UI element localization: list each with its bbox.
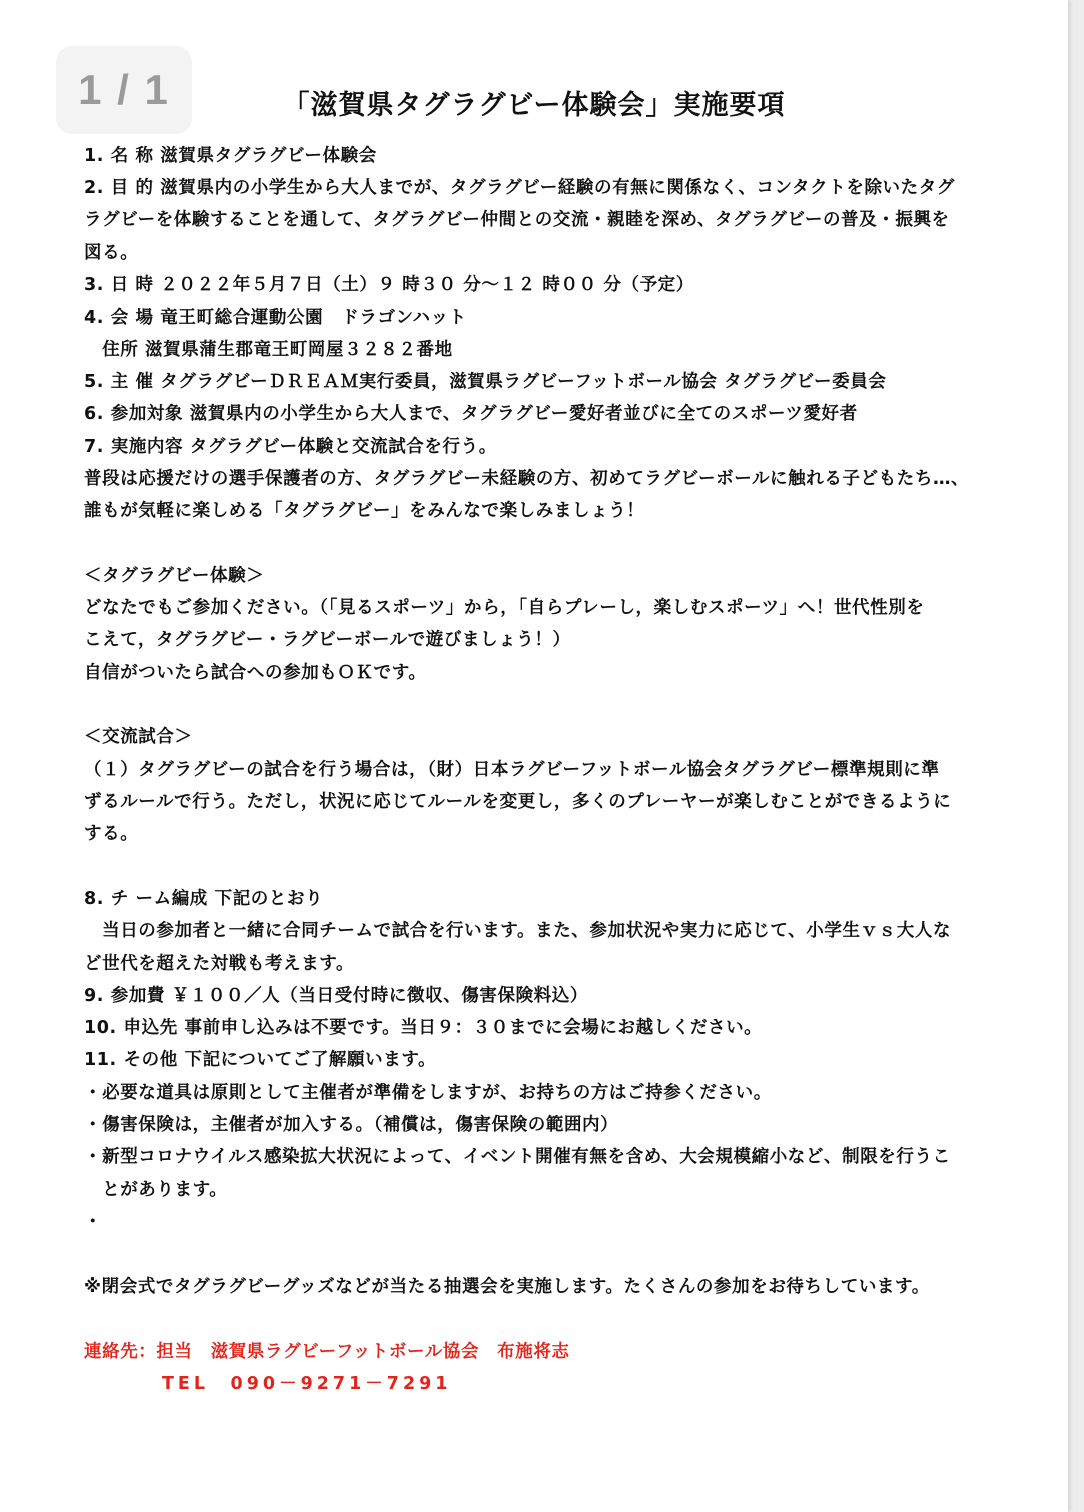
other-bullet-4: ・ [84, 1212, 103, 1232]
item-purpose-line-1: 2. 目 的 滋賀県内の小学生から大人までが、タグラグビー経験の有無に関係なく、コンタクトを除いたタグ [84, 178, 955, 198]
content-desc-line-2: 誰もが気軽に楽しめる「タグラグビー」をみんなで楽しみましょう！ [84, 501, 645, 521]
item-application: 10. 申込先 事前申し込みは不要です。当日９：３０までに会場にお越しください。 [84, 1018, 763, 1038]
experience-line-3: 自信がついたら試合への参加もＯＫです。 [84, 663, 427, 683]
section-heading-experience: ＜タグラグビー体験＞ [84, 566, 265, 586]
item-other: 11. その他 下記についてご了解願います。 [84, 1050, 437, 1070]
item-fee: 9. 参加費 ￥１００／人（当日受付時に徴収、傷害保険料込） [84, 986, 589, 1006]
section-heading-match: ＜交流試合＞ [84, 727, 193, 747]
experience-line-1: どなたでもご参加ください。（「見るスポーツ」から，「自らプレーし，楽しむスポーツ」へ！世代性別を [84, 598, 925, 618]
contact-info: 連絡先：担当 滋賀県ラグビーフットボール協会 布施将志 [84, 1342, 570, 1362]
item-name: 1. 名 称 滋賀県タグラグビー体験会 [84, 146, 377, 166]
item-date: 3. 日 時 ２０２２年５月７日（土）９ 時３０ 分～１２ 時００ 分（予定） [84, 275, 694, 295]
experience-line-2: こえて，タグラグビー・ラグビーボールで遊びましょう！） [84, 630, 571, 650]
item-target: 6. 参加対象 滋賀県内の小学生から大人まで、タグラグビー愛好者並びに全てのスポーツ愛好者 [84, 404, 858, 424]
item-venue: 4. 会 場 竜王町総合運動公園 ドラゴンハット [84, 308, 467, 328]
contact-phone: TEL 090－9271－7291 [162, 1374, 452, 1394]
page-indicator: 1 / 1 [56, 46, 192, 134]
item-organizer: 5. 主 催 タグラグビーＤＲＥＡＭ実行委員，滋賀県ラグビーフットボール協会 タグラグビー委員会 [84, 372, 887, 392]
item-purpose-line-2: ラグビーを体験することを通して、タグラグビー仲間との交流・親睦を深め、タグラグビーの普及・振興を [84, 210, 950, 230]
item-purpose-line-3: 図る。 [84, 243, 139, 263]
other-bullet-3-line-1: ・新型コロナウイルス感染拡大状況によって、イベント開催有無を含め、大会規模縮小など、制限を行うこ [84, 1147, 951, 1167]
other-bullet-2: ・傷害保険は，主催者が加入する。（補償は，傷害保険の範囲内） [84, 1115, 619, 1135]
content-desc-line-1: 普段は応援だけの選手保護者の方、タグラグビー未経験の方、初めてラグビーボールに触れる子どもたち…、 [84, 469, 970, 489]
item-team: 8. チ ーム編成 下記のとおり [84, 889, 324, 909]
other-bullet-3-line-2: とがあります。 [84, 1180, 228, 1200]
lottery-note: ※閉会式でタグラグビーグッズなどが当たる抽選会を実施します。たくさんの参加をお待ちしています。 [84, 1277, 930, 1297]
match-line-3: する。 [84, 824, 139, 844]
item-address: 住所 滋賀県蒲生郡竜王町岡屋３２８２番地 [84, 340, 453, 360]
item-content: 7. 実施内容 タグラグビー体験と交流試合を行う。 [84, 437, 497, 457]
other-bullet-1: ・必要な道具は原則として主催者が準備をしますが、お持ちの方はご持参ください。 [84, 1083, 772, 1103]
document-title: 「滋賀県タグラグビー体験会」実施要項 [282, 90, 786, 121]
match-line-2: ずるルールで行う。ただし，状況に応じてルールを変更し，多くのプレーヤーが楽しむことができるように [84, 792, 952, 812]
team-line-2: ど世代を超えた対戦も考えます。 [84, 954, 355, 974]
team-line-1: 当日の参加者と一緒に合同チームで試合を行います。また、参加状況や実力に応じて、小学生ｖｓ大人な [84, 921, 952, 941]
match-line-1: （１）タグラグビーの試合を行う場合は，（財）日本ラグビーフットボール協会タグラグビー標準規則に準 [84, 760, 940, 780]
